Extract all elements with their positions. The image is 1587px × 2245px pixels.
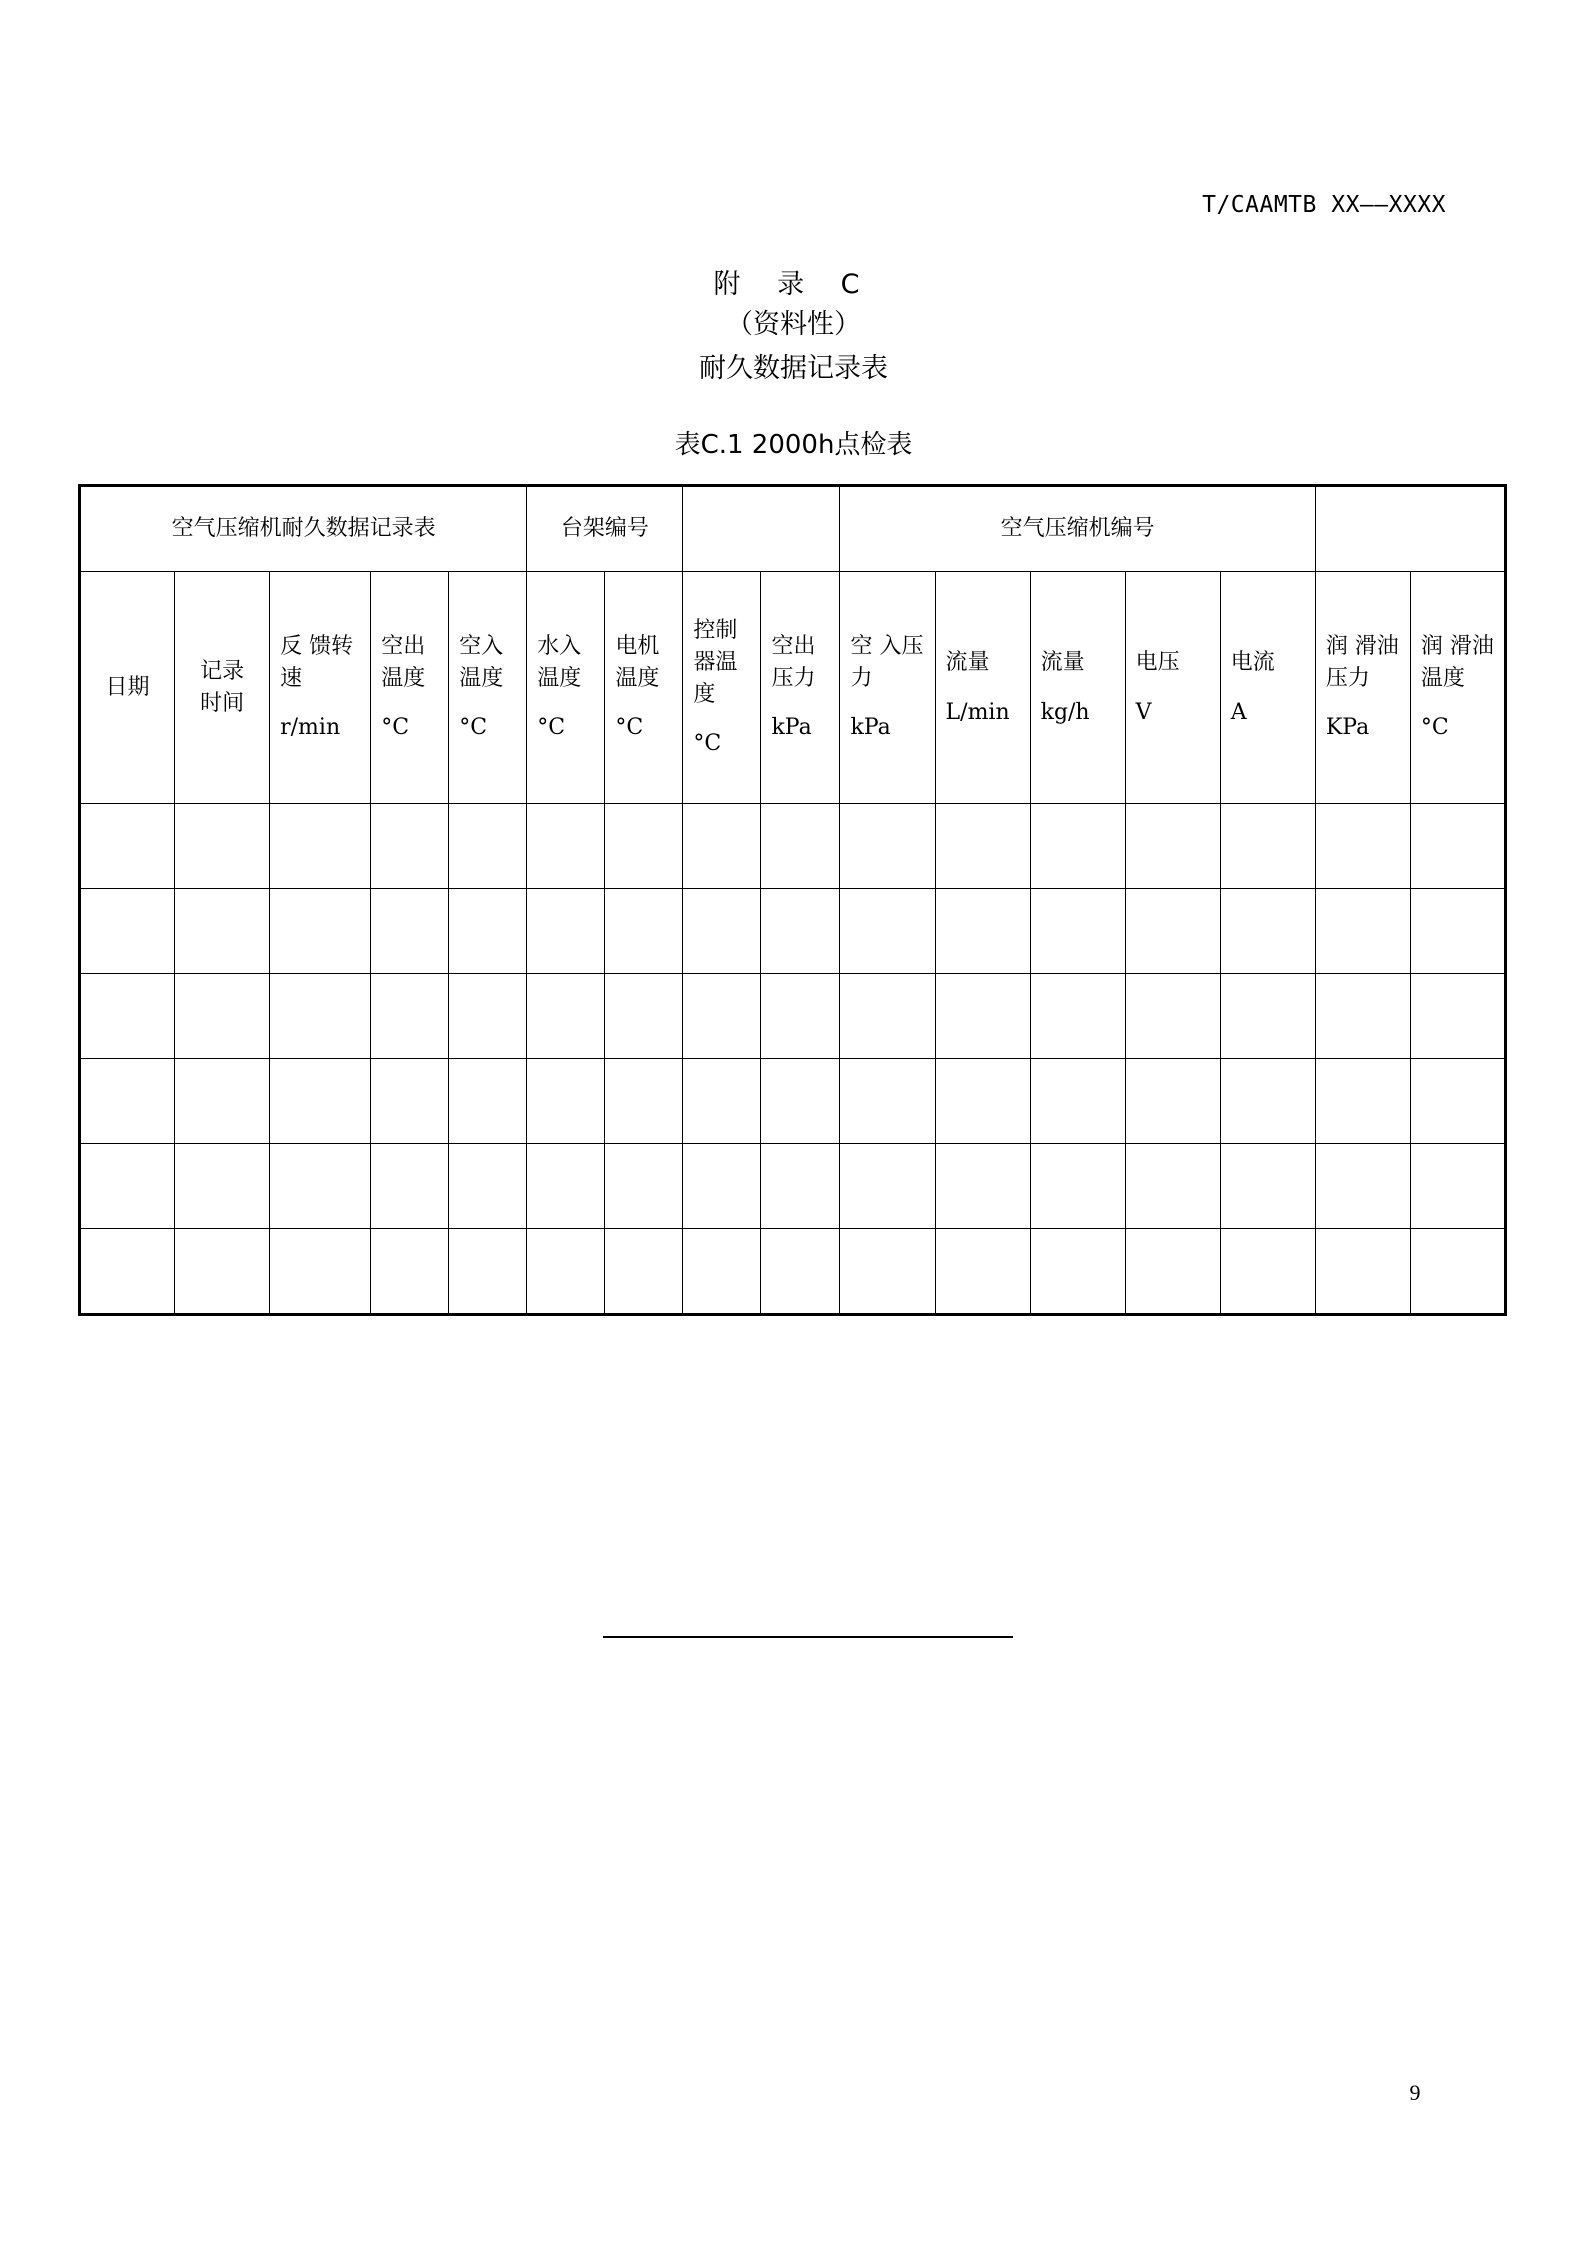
column-unit: kg/h xyxy=(1040,699,1090,725)
end-rule xyxy=(603,1636,1013,1638)
column-unit: L/min xyxy=(945,699,1010,725)
table-cell[interactable] xyxy=(527,974,605,1059)
appendix-title: 耐久数据记录表 xyxy=(699,353,888,384)
table-cell[interactable] xyxy=(1125,1229,1220,1315)
column-unit: r/min xyxy=(280,715,341,741)
table-row xyxy=(80,889,1506,974)
table-cell[interactable] xyxy=(527,804,605,889)
table-cell[interactable] xyxy=(1220,804,1315,889)
compressor-number-label: 空气压缩机编号 xyxy=(840,486,1315,572)
column-header xyxy=(1410,572,1505,804)
column-label: 水入温度 xyxy=(537,633,582,691)
table-cell[interactable] xyxy=(270,889,371,974)
table-cell[interactable] xyxy=(761,804,840,889)
table-cell[interactable] xyxy=(270,804,371,889)
column-header xyxy=(840,572,935,804)
table-cell[interactable] xyxy=(1220,1059,1315,1144)
table-cell[interactable] xyxy=(80,974,175,1059)
column-header xyxy=(1220,572,1315,804)
column-header xyxy=(761,572,840,804)
column-label: 控制器温度 xyxy=(693,617,738,707)
table-cell[interactable] xyxy=(1220,1144,1315,1229)
appendix-label: 附 录 C xyxy=(713,269,874,300)
table-cell[interactable] xyxy=(1315,889,1410,974)
table-cell[interactable] xyxy=(449,804,527,889)
table-cell[interactable] xyxy=(1220,889,1315,974)
table-cell[interactable] xyxy=(1315,1229,1410,1315)
table-cell[interactable] xyxy=(935,889,1030,974)
table-cell[interactable] xyxy=(1315,974,1410,1059)
table-cell[interactable] xyxy=(935,1229,1030,1315)
table-cell[interactable] xyxy=(175,889,270,974)
table-cell[interactable] xyxy=(840,1144,935,1229)
table-cell[interactable] xyxy=(1030,974,1125,1059)
column-unit: °C xyxy=(537,715,566,741)
column-header-row xyxy=(80,572,1506,804)
column-header xyxy=(1315,572,1410,804)
table-caption: 表C.1 2000h点检表 xyxy=(674,430,913,460)
table-cell[interactable] xyxy=(1125,974,1220,1059)
table-cell[interactable] xyxy=(935,974,1030,1059)
column-label: 流量 xyxy=(945,649,990,675)
column-label: 流量 xyxy=(1040,649,1085,675)
column-unit: °C xyxy=(693,731,722,757)
table-cell[interactable] xyxy=(840,804,935,889)
table-cell[interactable] xyxy=(1410,804,1505,889)
column-unit: kPa xyxy=(771,715,812,741)
column-unit: V xyxy=(1135,699,1152,725)
column-label: 空 入压力 xyxy=(850,633,924,691)
column-header xyxy=(935,572,1030,804)
column-header xyxy=(449,572,527,804)
compressor-number-value xyxy=(1315,486,1505,572)
column-header xyxy=(371,572,449,804)
table-cell[interactable] xyxy=(605,889,683,974)
table-row xyxy=(80,1229,1506,1315)
table-cell[interactable] xyxy=(935,1144,1030,1229)
column-header xyxy=(683,572,761,804)
table-cell[interactable] xyxy=(761,1059,840,1144)
table-cell[interactable] xyxy=(761,1229,840,1315)
table-cell[interactable] xyxy=(1030,889,1125,974)
table-cell[interactable] xyxy=(605,804,683,889)
table-cell[interactable] xyxy=(80,1144,175,1229)
table-cell[interactable] xyxy=(527,1229,605,1315)
table-cell[interactable] xyxy=(683,1229,761,1315)
table-cell[interactable] xyxy=(449,1144,527,1229)
table-cell[interactable] xyxy=(1030,1229,1125,1315)
column-header xyxy=(605,572,683,804)
table-cell[interactable] xyxy=(449,1229,527,1315)
table-title-cell: 空气压缩机耐久数据记录表 xyxy=(80,486,527,572)
column-label: 记录时间 xyxy=(200,658,245,716)
column-header xyxy=(175,572,270,804)
table-cell[interactable] xyxy=(371,1059,449,1144)
table-cell[interactable] xyxy=(371,1144,449,1229)
column-label: 电流 xyxy=(1230,649,1275,675)
table-row xyxy=(80,1059,1506,1144)
table-cell[interactable] xyxy=(270,1144,371,1229)
table-cell[interactable] xyxy=(371,804,449,889)
table-cell[interactable] xyxy=(371,1229,449,1315)
table-row xyxy=(80,804,1506,889)
table-cell[interactable] xyxy=(1410,1059,1505,1144)
table-cell[interactable] xyxy=(761,889,840,974)
table-title-row xyxy=(80,486,1506,572)
table-cell[interactable] xyxy=(761,1144,840,1229)
column-unit: °C xyxy=(615,715,644,741)
table-cell[interactable] xyxy=(1410,1144,1505,1229)
table-cell[interactable] xyxy=(605,1229,683,1315)
table-cell[interactable] xyxy=(371,974,449,1059)
table-cell[interactable] xyxy=(270,1059,371,1144)
rig-number-label: 台架编号 xyxy=(527,486,683,572)
table-cell[interactable] xyxy=(1410,974,1505,1059)
table-cell[interactable] xyxy=(175,804,270,889)
column-unit: °C xyxy=(381,715,410,741)
durability-record-table xyxy=(78,484,1507,1316)
table-cell[interactable] xyxy=(1030,804,1125,889)
table-cell[interactable] xyxy=(449,889,527,974)
table-cell[interactable] xyxy=(175,1059,270,1144)
rig-number-value xyxy=(683,486,840,572)
column-header xyxy=(527,572,605,804)
table-cell[interactable] xyxy=(1410,1229,1505,1315)
table-cell[interactable] xyxy=(840,1059,935,1144)
column-unit: °C xyxy=(1420,715,1449,741)
table-cell[interactable] xyxy=(1410,889,1505,974)
table-cell[interactable] xyxy=(270,1229,371,1315)
table-cell[interactable] xyxy=(683,974,761,1059)
table-cell[interactable] xyxy=(935,1059,1030,1144)
column-header xyxy=(1125,572,1220,804)
column-label: 润 滑油 温度 xyxy=(1420,633,1494,691)
column-header xyxy=(1030,572,1125,804)
table-cell[interactable] xyxy=(449,1059,527,1144)
column-unit: KPa xyxy=(1325,715,1370,741)
table-cell[interactable] xyxy=(80,889,175,974)
table-cell[interactable] xyxy=(1315,1059,1410,1144)
column-label: 空出压力 xyxy=(771,633,816,691)
column-label: 润 滑油 压力 xyxy=(1325,633,1399,691)
column-unit: °C xyxy=(459,715,488,741)
table-cell[interactable] xyxy=(80,1229,175,1315)
column-unit: A xyxy=(1230,699,1247,725)
table-cell[interactable] xyxy=(270,974,371,1059)
table-row xyxy=(80,1144,1506,1229)
column-label: 空入温度 xyxy=(459,633,504,691)
column-unit: kPa xyxy=(850,715,891,741)
table-cell[interactable] xyxy=(1315,804,1410,889)
table-cell[interactable] xyxy=(527,1059,605,1144)
table-cell[interactable] xyxy=(935,804,1030,889)
table-cell[interactable] xyxy=(1125,1059,1220,1144)
column-label: 日期 xyxy=(105,674,150,700)
appendix-nature: （资料性） xyxy=(726,309,861,340)
table-cell[interactable] xyxy=(1125,1144,1220,1229)
table-cell[interactable] xyxy=(683,889,761,974)
table-cell[interactable] xyxy=(80,1059,175,1144)
column-label: 空出温度 xyxy=(381,633,426,691)
table-cell[interactable] xyxy=(840,1229,935,1315)
table-cell[interactable] xyxy=(683,1059,761,1144)
table-cell[interactable] xyxy=(527,889,605,974)
table-cell[interactable] xyxy=(840,974,935,1059)
table-cell[interactable] xyxy=(80,804,175,889)
column-header xyxy=(80,572,175,804)
table-cell[interactable] xyxy=(527,1144,605,1229)
table-cell[interactable] xyxy=(1220,1229,1315,1315)
standard-code: T/CAAMTB XX——XXXX xyxy=(1202,192,1446,218)
table-cell[interactable] xyxy=(1220,974,1315,1059)
table-cell[interactable] xyxy=(175,1144,270,1229)
table-cell[interactable] xyxy=(1125,889,1220,974)
table-cell[interactable] xyxy=(371,889,449,974)
table-cell[interactable] xyxy=(605,1144,683,1229)
page-number: 9 xyxy=(1409,2080,1421,2105)
table-cell[interactable] xyxy=(683,1144,761,1229)
table-cell[interactable] xyxy=(1315,1144,1410,1229)
table-row xyxy=(80,974,1506,1059)
table-cell[interactable] xyxy=(175,1229,270,1315)
data-rows xyxy=(80,804,1506,1315)
table-cell[interactable] xyxy=(605,1059,683,1144)
table-cell[interactable] xyxy=(175,974,270,1059)
table-cell[interactable] xyxy=(605,974,683,1059)
table-cell[interactable] xyxy=(1030,1144,1125,1229)
column-label: 电机温度 xyxy=(615,633,660,691)
table-cell[interactable] xyxy=(683,804,761,889)
column-label: 电压 xyxy=(1135,649,1180,675)
table-cell[interactable] xyxy=(840,889,935,974)
table-cell[interactable] xyxy=(1125,804,1220,889)
column-label: 反 馈转速 xyxy=(280,633,354,691)
column-header xyxy=(270,572,371,804)
table-cell[interactable] xyxy=(1030,1059,1125,1144)
table-cell[interactable] xyxy=(761,974,840,1059)
table-cell[interactable] xyxy=(449,974,527,1059)
